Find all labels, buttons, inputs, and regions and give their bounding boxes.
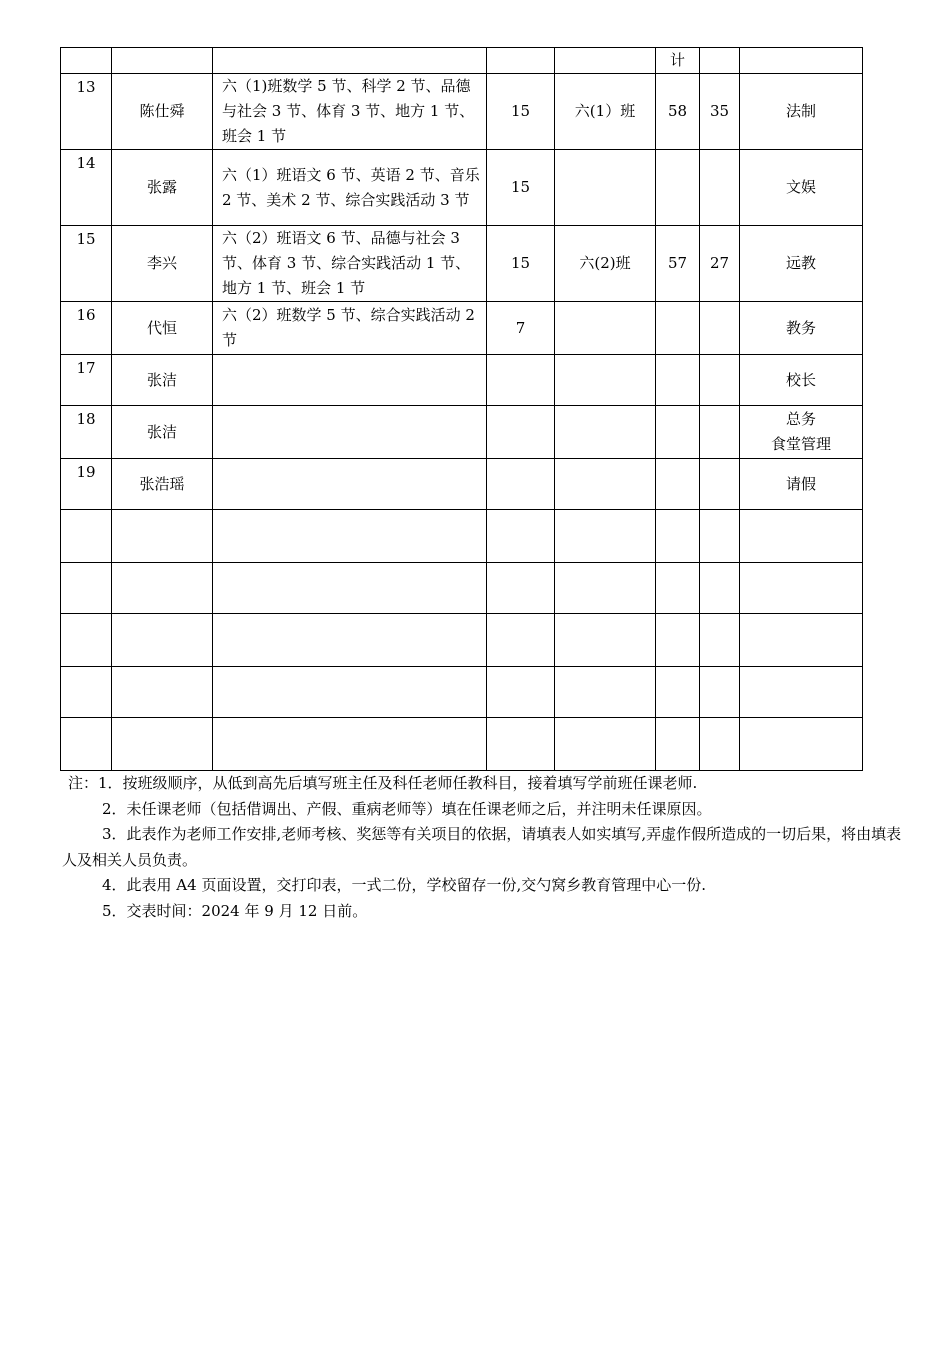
row-number: 18 xyxy=(61,406,112,459)
duty: 远教 xyxy=(740,226,863,302)
head-teacher-class xyxy=(555,150,656,226)
head-teacher-class xyxy=(555,302,656,355)
other-count xyxy=(700,459,740,510)
row-number: 17 xyxy=(61,355,112,406)
header-fragment: 计 xyxy=(656,48,700,74)
table-row xyxy=(61,406,863,459)
duty: 请假 xyxy=(740,459,863,510)
notes-section xyxy=(62,771,908,924)
weekly-hours: 15 xyxy=(487,150,555,226)
duty: 法制 xyxy=(740,74,863,150)
student-count xyxy=(656,459,700,510)
duty xyxy=(740,406,863,459)
student-count xyxy=(656,302,700,355)
note-4: 4．此表用 A4 页面设置，交打印表，一式二份，学校留存一份,交勺窝乡教育管理中心一份. xyxy=(102,876,706,894)
teacher-name: 张洁 xyxy=(112,406,213,459)
note-3: 3．此表作为老师工作安排,老师考核、奖惩等有关项目的依据，请填表人如实填写,弄虚作假所造成的一切后果，将由填表人及相关人员负责。 xyxy=(62,825,902,869)
subjects: 六（2）班语文 6 节、品德与社会 3 节、体育 3 节、综合实践活动 1 节、地方 1 节、班会 1 节 xyxy=(213,226,487,302)
student-count xyxy=(656,355,700,406)
other-count xyxy=(700,302,740,355)
header-fragment-row xyxy=(61,48,863,74)
teacher-name: 张洁 xyxy=(112,355,213,406)
teacher-name: 张浩瑶 xyxy=(112,459,213,510)
note-1: 注：1．按班级顺序，从低到高先后填写班主任及科任老师任教科目，接着填写学前班任课老师. xyxy=(68,774,698,792)
student-count: 57 xyxy=(656,226,700,302)
other-count xyxy=(700,355,740,406)
head-teacher-class: 六(1）班 xyxy=(555,74,656,150)
weekly-hours: 15 xyxy=(487,226,555,302)
row-number: 19 xyxy=(61,459,112,510)
row-number: 16 xyxy=(61,302,112,355)
duty-line: 总务 xyxy=(785,410,816,428)
table-row xyxy=(61,355,863,406)
table-row xyxy=(61,226,863,302)
row-number: 13 xyxy=(61,74,112,150)
note-5: 5．交表时间：2024 年 9 月 12 日前。 xyxy=(102,901,368,920)
table-row xyxy=(61,302,863,355)
empty-row xyxy=(61,510,863,563)
empty-row xyxy=(61,614,863,667)
table-row xyxy=(61,459,863,510)
subjects: 六（1)班数学 5 节、科学 2 节、品德与社会 3 节、体育 3 节、地方 1 节、班会 1 节 xyxy=(213,74,487,150)
weekly-hours xyxy=(487,459,555,510)
student-count xyxy=(656,150,700,226)
duty: 文娱 xyxy=(740,150,863,226)
head-teacher-class xyxy=(555,406,656,459)
head-teacher-class xyxy=(555,355,656,406)
student-count: 58 xyxy=(656,74,700,150)
subjects xyxy=(213,355,487,406)
weekly-hours xyxy=(487,355,555,406)
subjects: 六（2）班数学 5 节、综合实践活动 2 节 xyxy=(213,302,487,355)
subjects xyxy=(213,406,487,459)
duty-line: 食堂管理 xyxy=(770,435,831,453)
other-count: 35 xyxy=(700,74,740,150)
table-row xyxy=(61,150,863,226)
teacher-name: 陈仕舜 xyxy=(112,74,213,150)
table-row xyxy=(61,74,863,150)
weekly-hours xyxy=(487,406,555,459)
teacher-name: 李兴 xyxy=(112,226,213,302)
head-teacher-class xyxy=(555,459,656,510)
student-count xyxy=(656,406,700,459)
empty-row xyxy=(61,563,863,614)
weekly-hours: 15 xyxy=(487,74,555,150)
teacher-assignment-table xyxy=(60,47,863,771)
head-teacher-class: 六(2)班 xyxy=(555,226,656,302)
empty-row xyxy=(61,667,863,718)
other-count: 27 xyxy=(700,226,740,302)
empty-row xyxy=(61,718,863,771)
duty: 校长 xyxy=(740,355,863,406)
duty: 教务 xyxy=(740,302,863,355)
other-count xyxy=(700,406,740,459)
subjects: 六（1）班语文 6 节、英语 2 节、音乐 2 节、美术 2 节、综合实践活动 3 节 xyxy=(213,150,487,226)
subjects xyxy=(213,459,487,510)
teacher-name: 代恒 xyxy=(112,302,213,355)
row-number: 14 xyxy=(61,150,112,226)
teacher-name: 张露 xyxy=(112,150,213,226)
row-number: 15 xyxy=(61,226,112,302)
other-count xyxy=(700,150,740,226)
note-2: 2．未任课老师（包括借调出、产假、重病老师等）填在任课老师之后，并注明未任课原因。 xyxy=(102,799,712,818)
weekly-hours: 7 xyxy=(487,302,555,355)
